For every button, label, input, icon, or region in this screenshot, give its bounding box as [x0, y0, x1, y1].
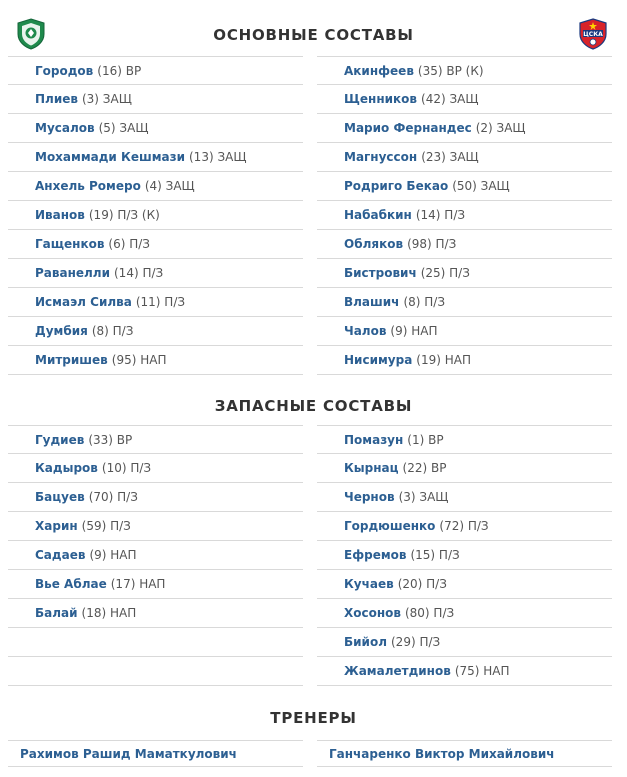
- player-row: [317, 201, 612, 230]
- player-row: [317, 317, 612, 346]
- player-row: [317, 230, 612, 259]
- player-name-link[interactable]: Набабкин: [344, 208, 412, 222]
- player-name-link[interactable]: Гащенков: [35, 237, 105, 251]
- coaches-title: ТРЕНЕРЫ: [270, 709, 357, 727]
- player-name-link[interactable]: Нисимура: [344, 353, 413, 367]
- player-number-position: (75) НАП: [454, 664, 510, 678]
- player-row: [8, 425, 303, 454]
- player-name-link[interactable]: Магнуссон: [344, 150, 418, 164]
- player-number-position: (15) П/З: [410, 548, 460, 562]
- player-row: [317, 172, 612, 201]
- player-name-link[interactable]: Помазун: [344, 432, 404, 447]
- player-number-position: (20) П/З: [397, 577, 447, 591]
- player-name-link[interactable]: Бацуев: [35, 490, 85, 504]
- player-number-position: (8) П/З: [91, 324, 134, 338]
- player-name-link[interactable]: Гудиев: [35, 432, 85, 447]
- player-name-link[interactable]: Вье Аблае: [35, 577, 107, 591]
- home-subs-list: [8, 425, 303, 686]
- player-number-position: (9) НАП: [390, 324, 438, 338]
- home-coach-link[interactable]: Рахимов Рашид Маматкулович: [8, 740, 303, 767]
- player-name-link[interactable]: Бистрович: [344, 266, 417, 280]
- player-number-position: (72) П/З: [439, 519, 489, 533]
- player-name-link[interactable]: Кучаев: [344, 577, 394, 591]
- player-row: [317, 483, 612, 512]
- player-row: [8, 317, 303, 346]
- away-subs-list: [317, 425, 612, 686]
- player-name-link[interactable]: Исмаэл Силва: [35, 295, 132, 309]
- player-number-position: (11) П/З: [135, 295, 186, 309]
- player-number-position: (14) П/З: [114, 266, 164, 280]
- player-number-position: (33) ВР: [88, 432, 133, 447]
- player-name-link[interactable]: Мусалов: [35, 121, 95, 135]
- home-starters-list: [8, 56, 303, 375]
- player-row: [8, 172, 303, 201]
- player-number-position: (10) П/З: [101, 461, 152, 475]
- player-number-position: (25) П/З: [420, 266, 470, 280]
- player-name-link[interactable]: Городов: [35, 63, 94, 78]
- player-row: [8, 201, 303, 230]
- player-name-link[interactable]: Бийол: [344, 635, 387, 649]
- player-number-position: (3) ЗАЩ: [81, 92, 132, 106]
- player-row: [317, 454, 612, 483]
- player-row: [317, 346, 612, 375]
- player-name-link[interactable]: Раванелли: [35, 266, 110, 280]
- player-row: [317, 541, 612, 570]
- player-name-link[interactable]: Марио Фернандес: [344, 121, 472, 135]
- player-row: [8, 483, 303, 512]
- player-number-position: (14) П/З: [415, 208, 466, 222]
- away-coach-link[interactable]: Ганчаренко Виктор Михайлович: [317, 740, 612, 767]
- player-name-link[interactable]: Влашич: [344, 295, 400, 309]
- player-row: [317, 85, 612, 114]
- player-row: [317, 56, 612, 85]
- player-number-position: (4) ЗАЩ: [144, 179, 195, 193]
- player-number-position: (9) НАП: [89, 548, 137, 562]
- player-name-link[interactable]: Кадыров: [35, 461, 98, 475]
- player-name-link[interactable]: Балай: [35, 606, 78, 620]
- player-number-position: (59) П/З: [81, 519, 131, 533]
- player-number-position: (22) ВР: [402, 461, 447, 475]
- player-row: [317, 570, 612, 599]
- player-number-position: (42) ЗАЩ: [421, 92, 479, 106]
- player-number-position: (35) ВР (К): [417, 63, 484, 78]
- player-name-link[interactable]: Жамалетдинов: [344, 664, 451, 678]
- player-number-position: (70) П/З: [88, 490, 138, 504]
- player-row: [8, 114, 303, 143]
- player-row: [8, 346, 303, 375]
- player-number-position: (3) ЗАЩ: [398, 490, 449, 504]
- player-number-position: (1) ВР: [407, 432, 444, 447]
- svg-text:ЦСКА: ЦСКА: [583, 31, 603, 38]
- player-number-position: (13) ЗАЩ: [189, 150, 247, 164]
- player-row: [317, 288, 612, 317]
- player-name-link[interactable]: Ефремов: [344, 548, 407, 562]
- player-name-link[interactable]: Акинфеев: [344, 63, 414, 78]
- player-row: [8, 85, 303, 114]
- player-number-position: (98) П/З: [407, 237, 457, 251]
- player-name-link[interactable]: Обляков: [344, 237, 404, 251]
- player-number-position: (95) НАП: [111, 353, 167, 367]
- player-row: [8, 541, 303, 570]
- player-name-link[interactable]: Думбия: [35, 324, 88, 338]
- player-row: [317, 657, 612, 686]
- away-starters-list: [317, 56, 612, 375]
- player-row: [8, 230, 303, 259]
- player-number-position: (18) НАП: [81, 606, 137, 620]
- player-row: [8, 259, 303, 288]
- player-row: [317, 143, 612, 172]
- player-row: [8, 56, 303, 85]
- player-name-link[interactable]: Мохаммади Кешмази: [35, 150, 185, 164]
- player-name-link[interactable]: Чернов: [344, 490, 395, 504]
- player-row: [8, 599, 303, 628]
- away-team-logo-icon: [577, 18, 609, 50]
- player-name-link[interactable]: Хосонов: [344, 606, 401, 620]
- player-row: [8, 288, 303, 317]
- player-row: [317, 599, 612, 628]
- lineups-title: ОСНОВНЫЕ СОСТАВЫ: [213, 26, 414, 44]
- player-number-position: (5) ЗАЩ: [98, 121, 149, 135]
- player-name-link[interactable]: Иванов: [35, 208, 85, 222]
- player-number-position: (16) ВР: [97, 63, 142, 78]
- player-number-position: (29) П/З: [391, 635, 441, 649]
- player-row: [8, 143, 303, 172]
- subs-title: ЗАПАСНЫЕ СОСТАВЫ: [214, 397, 413, 415]
- player-name-link[interactable]: Митришев: [35, 353, 108, 367]
- player-name-link[interactable]: Кырнац: [344, 461, 399, 475]
- player-number-position: (19) П/З (К): [88, 208, 160, 222]
- player-number-position: (17) НАП: [110, 577, 166, 591]
- player-name-link[interactable]: Садаев: [35, 548, 86, 562]
- player-row: [8, 657, 303, 686]
- player-row: [317, 259, 612, 288]
- player-number-position: (80) П/З: [404, 606, 455, 620]
- player-number-position: (2) ЗАЩ: [475, 121, 526, 135]
- player-name-link[interactable]: Щенников: [344, 92, 418, 106]
- player-row: [317, 628, 612, 657]
- player-number-position: (50) ЗАЩ: [452, 179, 510, 193]
- player-number-position: (8) П/З: [403, 295, 446, 309]
- player-row: [317, 425, 612, 454]
- player-row: [8, 628, 303, 657]
- player-number-position: (6) П/З: [108, 237, 150, 251]
- player-name-link[interactable]: Чалов: [344, 324, 387, 338]
- player-row: [317, 114, 612, 143]
- player-name-link[interactable]: Родриго Бекао: [344, 179, 449, 193]
- player-name-link[interactable]: Харин: [35, 519, 78, 533]
- player-row: [8, 454, 303, 483]
- player-name-link[interactable]: Плиев: [35, 92, 78, 106]
- player-row: [8, 570, 303, 599]
- player-name-link[interactable]: Гордюшенко: [344, 519, 436, 533]
- player-row: [317, 512, 612, 541]
- player-name-link[interactable]: Анхель Ромеро: [35, 179, 141, 193]
- player-row: [8, 512, 303, 541]
- player-number-position: (19) НАП: [416, 353, 471, 367]
- player-number-position: (23) ЗАЩ: [421, 150, 479, 164]
